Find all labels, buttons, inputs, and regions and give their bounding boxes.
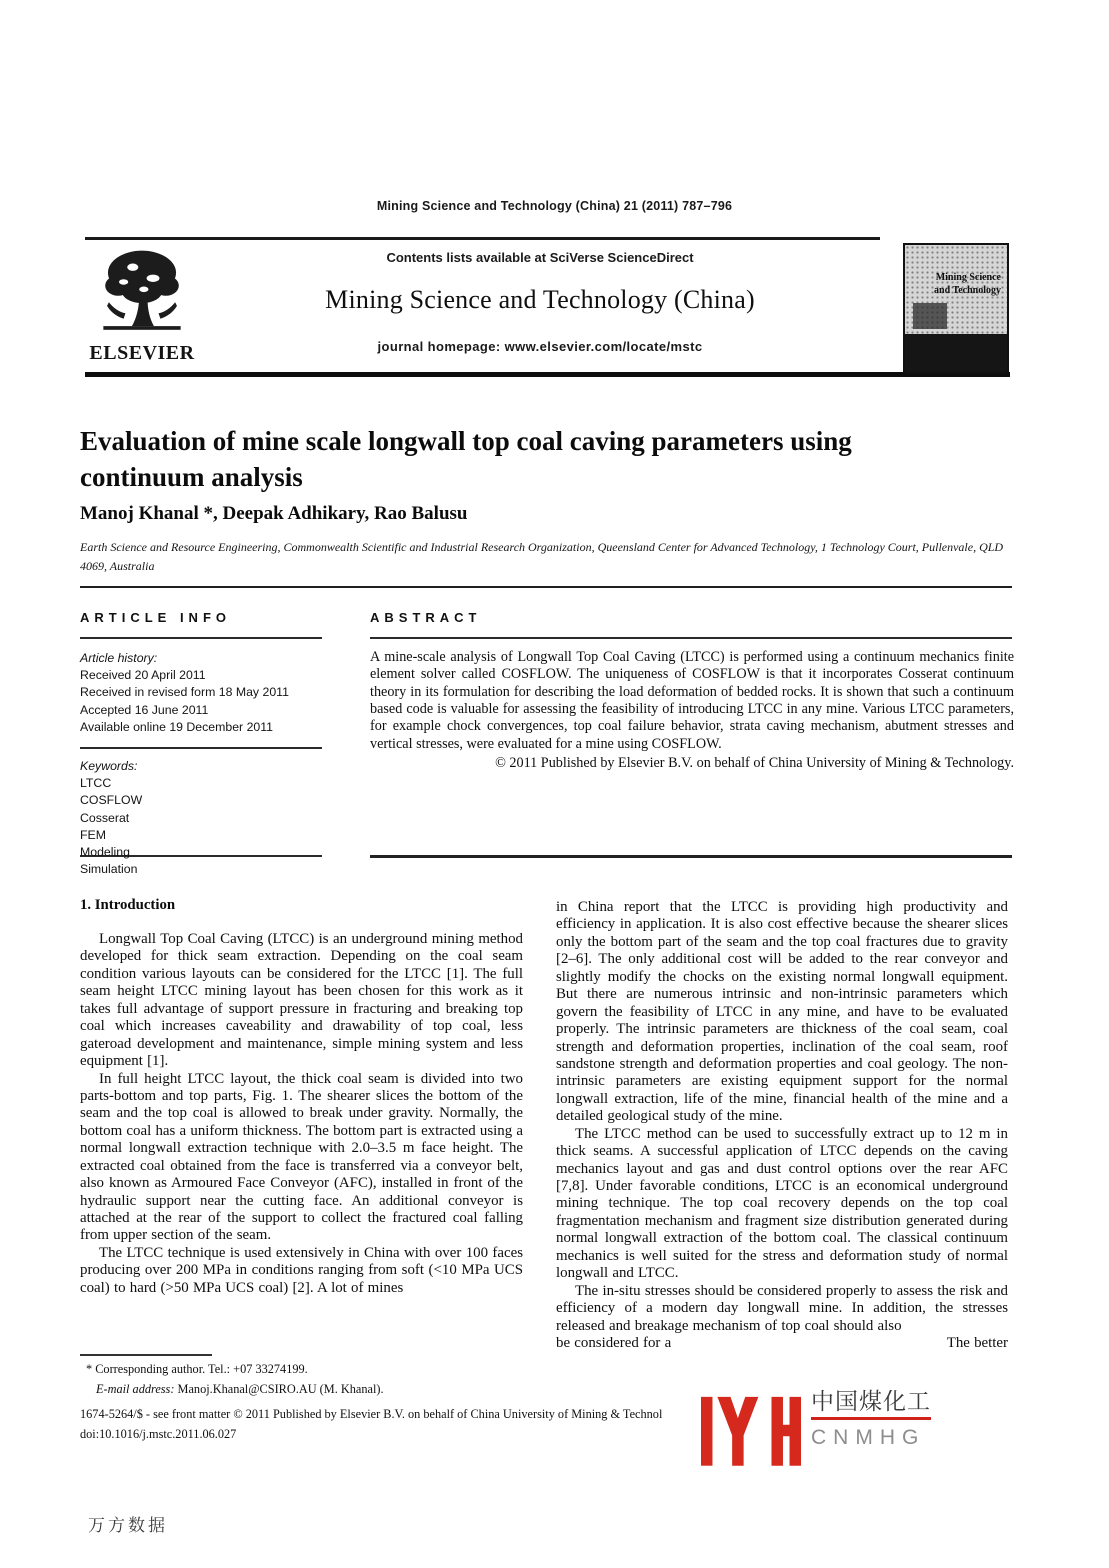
body-column-right: [556, 899, 1008, 1352]
watermark-text: [811, 1389, 931, 1448]
watermark-chinese-text: 中国煤化工: [811, 1389, 931, 1420]
paragraph-line-interrupted: [556, 1335, 1008, 1352]
keyword-item: Modeling: [80, 845, 130, 860]
article-info-block: [80, 650, 340, 878]
journal-title: Mining Science and Technology (China): [325, 285, 755, 314]
paragraph: In full height LTCC layout, the thick coal seam is divided into two parts-bottom and top parts, Fig. 1. The shearer slices the bottom of the seam and the top coal is allowed to break under gravity. Normally, the bottom coal has a uniform thickness. The bottom part is extracted using a normal longwall extraction technique with 2.0–3.5 m face height. The extracted coal obtained from the face is transferred via a conveyor belt, also known as Armoured Face Conveyor (AFC), installed in front of the hydraulic support near the cutting face. An additional conveyor is attached at the rear of the support to collect the fractured coal falling from upper section of the seam.: [80, 1070, 523, 1244]
history-item: Received in revised form 18 May 2011: [80, 685, 289, 700]
elsevier-logo: [83, 246, 201, 365]
abstract-text: A mine-scale analysis of Longwall Top Coal Caving (LTCC) is performed using a continuum mechanics finite element solver called COSFLOW. The uniqueness of COSFLOW is that it incorporates Cosserat continuum theory in its formulation for describing the load deformation of bedded rocks. It is shown that such a continuum based code is valuable for assessing the feasibility of introducing LTCC in any mine. Various LTCC parameters, for example chock convergences, top coal failure behavior, strata caving mechanism, abutment stresses and vertical stresses, were evaluated for a mine using COSFLOW.: [370, 649, 1014, 752]
cover-bottom-band: [905, 334, 1007, 372]
abstract-rule-top: [370, 637, 1012, 639]
header-bottom-rule: [85, 372, 1010, 377]
doi-line: doi:10.1016/j.mstc.2011.06.027: [80, 1427, 237, 1441]
cover-artwork: [913, 303, 947, 329]
paragraph: Longwall Top Coal Caving (LTCC) is an underground mining method developed for thick seam extraction. Depending on the coal seam condition various layouts can be considered for the LTCC [1]. The full seam height LTCC mining layout has been chosen for this work as it takes full advantage of support pressure in fracturing and breaking top coal which increases caveability and drawability of top coal, less gateroad development and maintenance, simple mining system and less equipment [1].: [80, 931, 523, 1070]
journal-homepage-line: journal homepage: www.elsevier.com/locate/mstc: [377, 339, 703, 354]
paragraph: in China report that the LTCC is providing high productivity and efficiency in application. It is also cost effective because the shearer slices only the bottom part of the seam and the top coal fractures due to gravity [2–6]. The only additional cost will be added to the rear conveyor and slightly modify the chocks on the existing normal longwall equipment. But there are numerous intrinsic and non-intrinsic parameters which govern the feasibility of LTCC in any mine, and have to be evaluated properly. The intrinsic parameters are thickness of the coal seam, coal strength and deformation properties, inclination of the coal seam, roof sandstone strength and deformation properties and coal geology. The non-intrinsic parameters are existing equipment support for the normal longwall extraction, life of the mine, financial health of the mine and a detailed geological study of the mine.: [556, 899, 1008, 1125]
keyword-item: FEM: [80, 827, 106, 842]
keyword-item: LTCC: [80, 776, 112, 791]
line-fragment-right: The better: [946, 1334, 1008, 1351]
footnote-corresponding-author: * Corresponding author. Tel.: +07 33274199.: [86, 1362, 308, 1376]
cnmhg-logo-icon: [701, 1387, 801, 1474]
paragraph: The in-situ stresses should be considered properly to assess the risk and efficiency of a modern day longwall mine. In addition, the stresses released and breakage mechanism of top coal should also: [556, 1282, 1008, 1334]
watermark-latin-text: CNMHG: [811, 1426, 926, 1450]
elsevier-tree-icon: [83, 246, 201, 340]
elsevier-wordmark: ELSEVIER: [89, 342, 195, 364]
journal-citation: Mining Science and Technology (China) 21 (2011) 787–796: [376, 199, 733, 213]
cover-title: Mining Science and Technology: [934, 272, 1001, 296]
keyword-item: COSFLOW: [80, 793, 143, 808]
keyword-item: Cosserat: [80, 810, 130, 825]
abstract-block: [370, 649, 1014, 772]
article-info-heading: ARTICLE INFO: [80, 610, 231, 625]
section-heading-introduction: 1. Introduction: [80, 897, 176, 913]
keyword-item: Simulation: [80, 862, 138, 877]
email-label: E-mail address:: [96, 1382, 175, 1396]
journal-cover-thumbnail: [903, 243, 1009, 374]
keywords-divider: [80, 747, 322, 749]
abstract-copyright: © 2011 Published by Elsevier B.V. on behalf of China University of Mining & Technology.: [495, 754, 1014, 771]
paragraph: The LTCC method can be used to successfully extract up to 12 m in thick seams. A successful application of LTCC depends on the caving mechanics layout and gas and dust control options over the rear AFC [7,8]. Under favorable conditions, LTCC is an economical underground mining technique. The top coal recovery depends on the top coal fragmentation mechanism and fragment size distribution generated during normal longwall extraction of the bottom coal. The classical continuum mechanics is well suited for the stress and deformation study of normal longwall and LTCC.: [556, 1125, 1008, 1282]
article-authors: Manoj Khanal *, Deepak Adhikary, Rao Balusu: [80, 503, 468, 524]
cnmhg-watermark: [699, 1385, 935, 1480]
abstract-rule-bottom: [370, 855, 1012, 858]
email-value: Manoj.Khanal@CSIRO.AU (M. Khanal).: [177, 1382, 384, 1396]
issn-copyright-line: 1674-5264/$ - see front matter © 2011 Published by Elsevier B.V. on behalf of China University of Mining & Technol: [80, 1407, 663, 1421]
article-history-label: Article history:: [80, 651, 158, 665]
body-column-left: [80, 931, 523, 1297]
article-affiliation: Earth Science and Resource Engineering, Commonwealth Scientific and Industrial Research Organization, Queensland Center for Advanced Technology, 1 Technology Court, Pullenvale, QLD 4069, Australia: [80, 540, 1004, 573]
article-info-rule-top: [80, 637, 322, 639]
line-fragment-left: be considered for a: [556, 1334, 672, 1351]
footnote-email: [96, 1382, 384, 1397]
article-title: Evaluation of mine scale longwall top coal caving parameters using continuum analysis: [80, 426, 852, 492]
wanfang-data-stamp: 万方数据: [88, 1516, 168, 1535]
history-item: Available online 19 December 2011: [80, 719, 274, 734]
journal-header: [215, 250, 865, 354]
header-top-rule: [85, 237, 880, 240]
contents-available-line: Contents lists available at SciVerse ScienceDirect: [386, 250, 694, 265]
history-item: Accepted 16 June 2011: [80, 702, 209, 717]
footnote-rule: [80, 1354, 212, 1356]
paragraph: The LTCC technique is used extensively in China with over 100 faces producing over 200 MPa in conditions ranging from soft (<10 MPa UCS coal) to hard (>50 MPa UCS coal) [2]. A lot of mines: [80, 1244, 523, 1296]
history-item: Received 20 April 2011: [80, 668, 206, 683]
affiliation-divider: [80, 586, 1012, 588]
keywords-label: Keywords:: [80, 759, 138, 774]
abstract-heading: ABSTRACT: [370, 610, 482, 625]
